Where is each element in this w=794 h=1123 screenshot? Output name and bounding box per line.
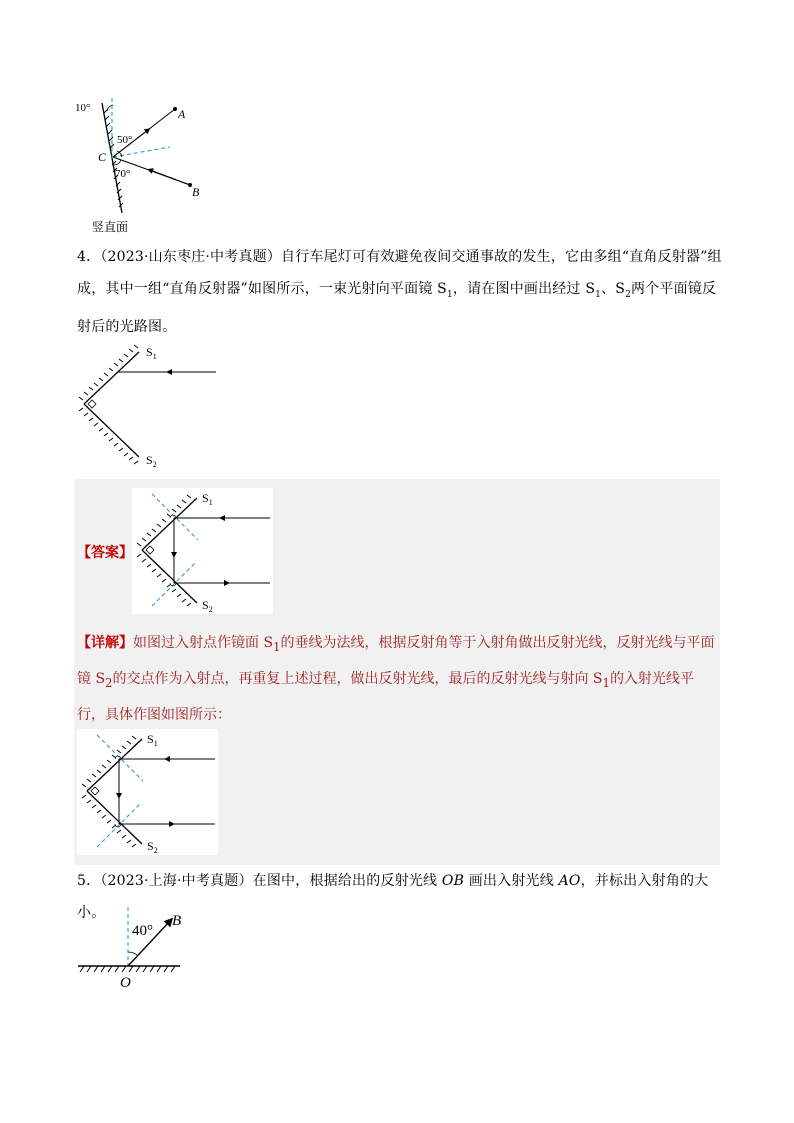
point-a-dot [173, 107, 177, 111]
reflection-ob-figure [74, 905, 194, 995]
answer-figure [132, 488, 273, 614]
detail-label: 【详解】 [77, 635, 133, 651]
angle-50-label: 50° [117, 134, 133, 146]
svg-text:S2: $S_2$ [146, 453, 157, 469]
mirror-s2-label: S [146, 453, 153, 467]
vertical-mirror-figure [70, 95, 220, 240]
angle-40-label: 40° [132, 923, 153, 939]
question-5-text: 5．（2023·上海·中考真题）在图中，根据给出的反射光线 OB 画出入射光线 AO，并标出入射角的大小。 [77, 873, 709, 921]
angle-70-label: 70° [115, 168, 131, 180]
mirror-s1-label: S [146, 345, 153, 359]
right-angle-mark [88, 400, 96, 408]
detail-figure [77, 729, 218, 855]
mirror-hatch [79, 345, 138, 464]
point-a-label: A [178, 107, 186, 121]
svg-text:S1: $S_1$ [202, 491, 213, 507]
question-5-number: 5． [77, 873, 101, 889]
question-4-source: （2023·山东枣庄·中考真题） [100, 249, 282, 265]
answer-label: 【答案】 [77, 545, 133, 561]
point-c-label: C [98, 150, 107, 164]
detail-explanation: 【详解】如图过入射点作镜面 $S_1$的垂线为法线，根据反射角等于入射角做出反射光线，反射光线与平面镜 $S_2$的交点作为入射点，再重复上述过程，做出反射光线，最后的反射光线与射向 $S_1$的入射光线平行，具体作图如图所示： [77, 635, 715, 723]
surface-hatch [104, 109, 123, 207]
question-4-text: 4．（2023·山东枣庄·中考真题）自行车尾灯可有效避免夜间交通事故的发生，它由多组“直角反射器”组成，其中一组“直角反射器”如图所示，一束光射向平面镜 $S_1$，请在图中画出经过 $S_1$、$S_2$两个平面镜反射后的光路图。 [77, 249, 722, 335]
question-5-source: （2023·上海·中考真题） [100, 873, 253, 889]
svg-text:S1: $S_1$ [146, 345, 157, 361]
svg-text:S1: $S_1$ [147, 732, 158, 748]
point-b-label-5: B [172, 913, 182, 929]
angle-10-label: 10° [75, 102, 91, 114]
surface-label: 竖直面 [92, 220, 129, 234]
svg-text:S2: $S_2$ [147, 839, 158, 855]
mirror-s2-line [84, 404, 139, 457]
right-angle-reflector-figure [74, 342, 224, 470]
mirror-s1-line [84, 352, 139, 404]
surface-hatch-5 [80, 966, 175, 972]
svg-text:S2: $S_2$ [202, 598, 213, 614]
point-b-label: B [192, 185, 200, 199]
point-o-label: O [120, 975, 131, 991]
question-4-number: 4． [77, 249, 101, 265]
